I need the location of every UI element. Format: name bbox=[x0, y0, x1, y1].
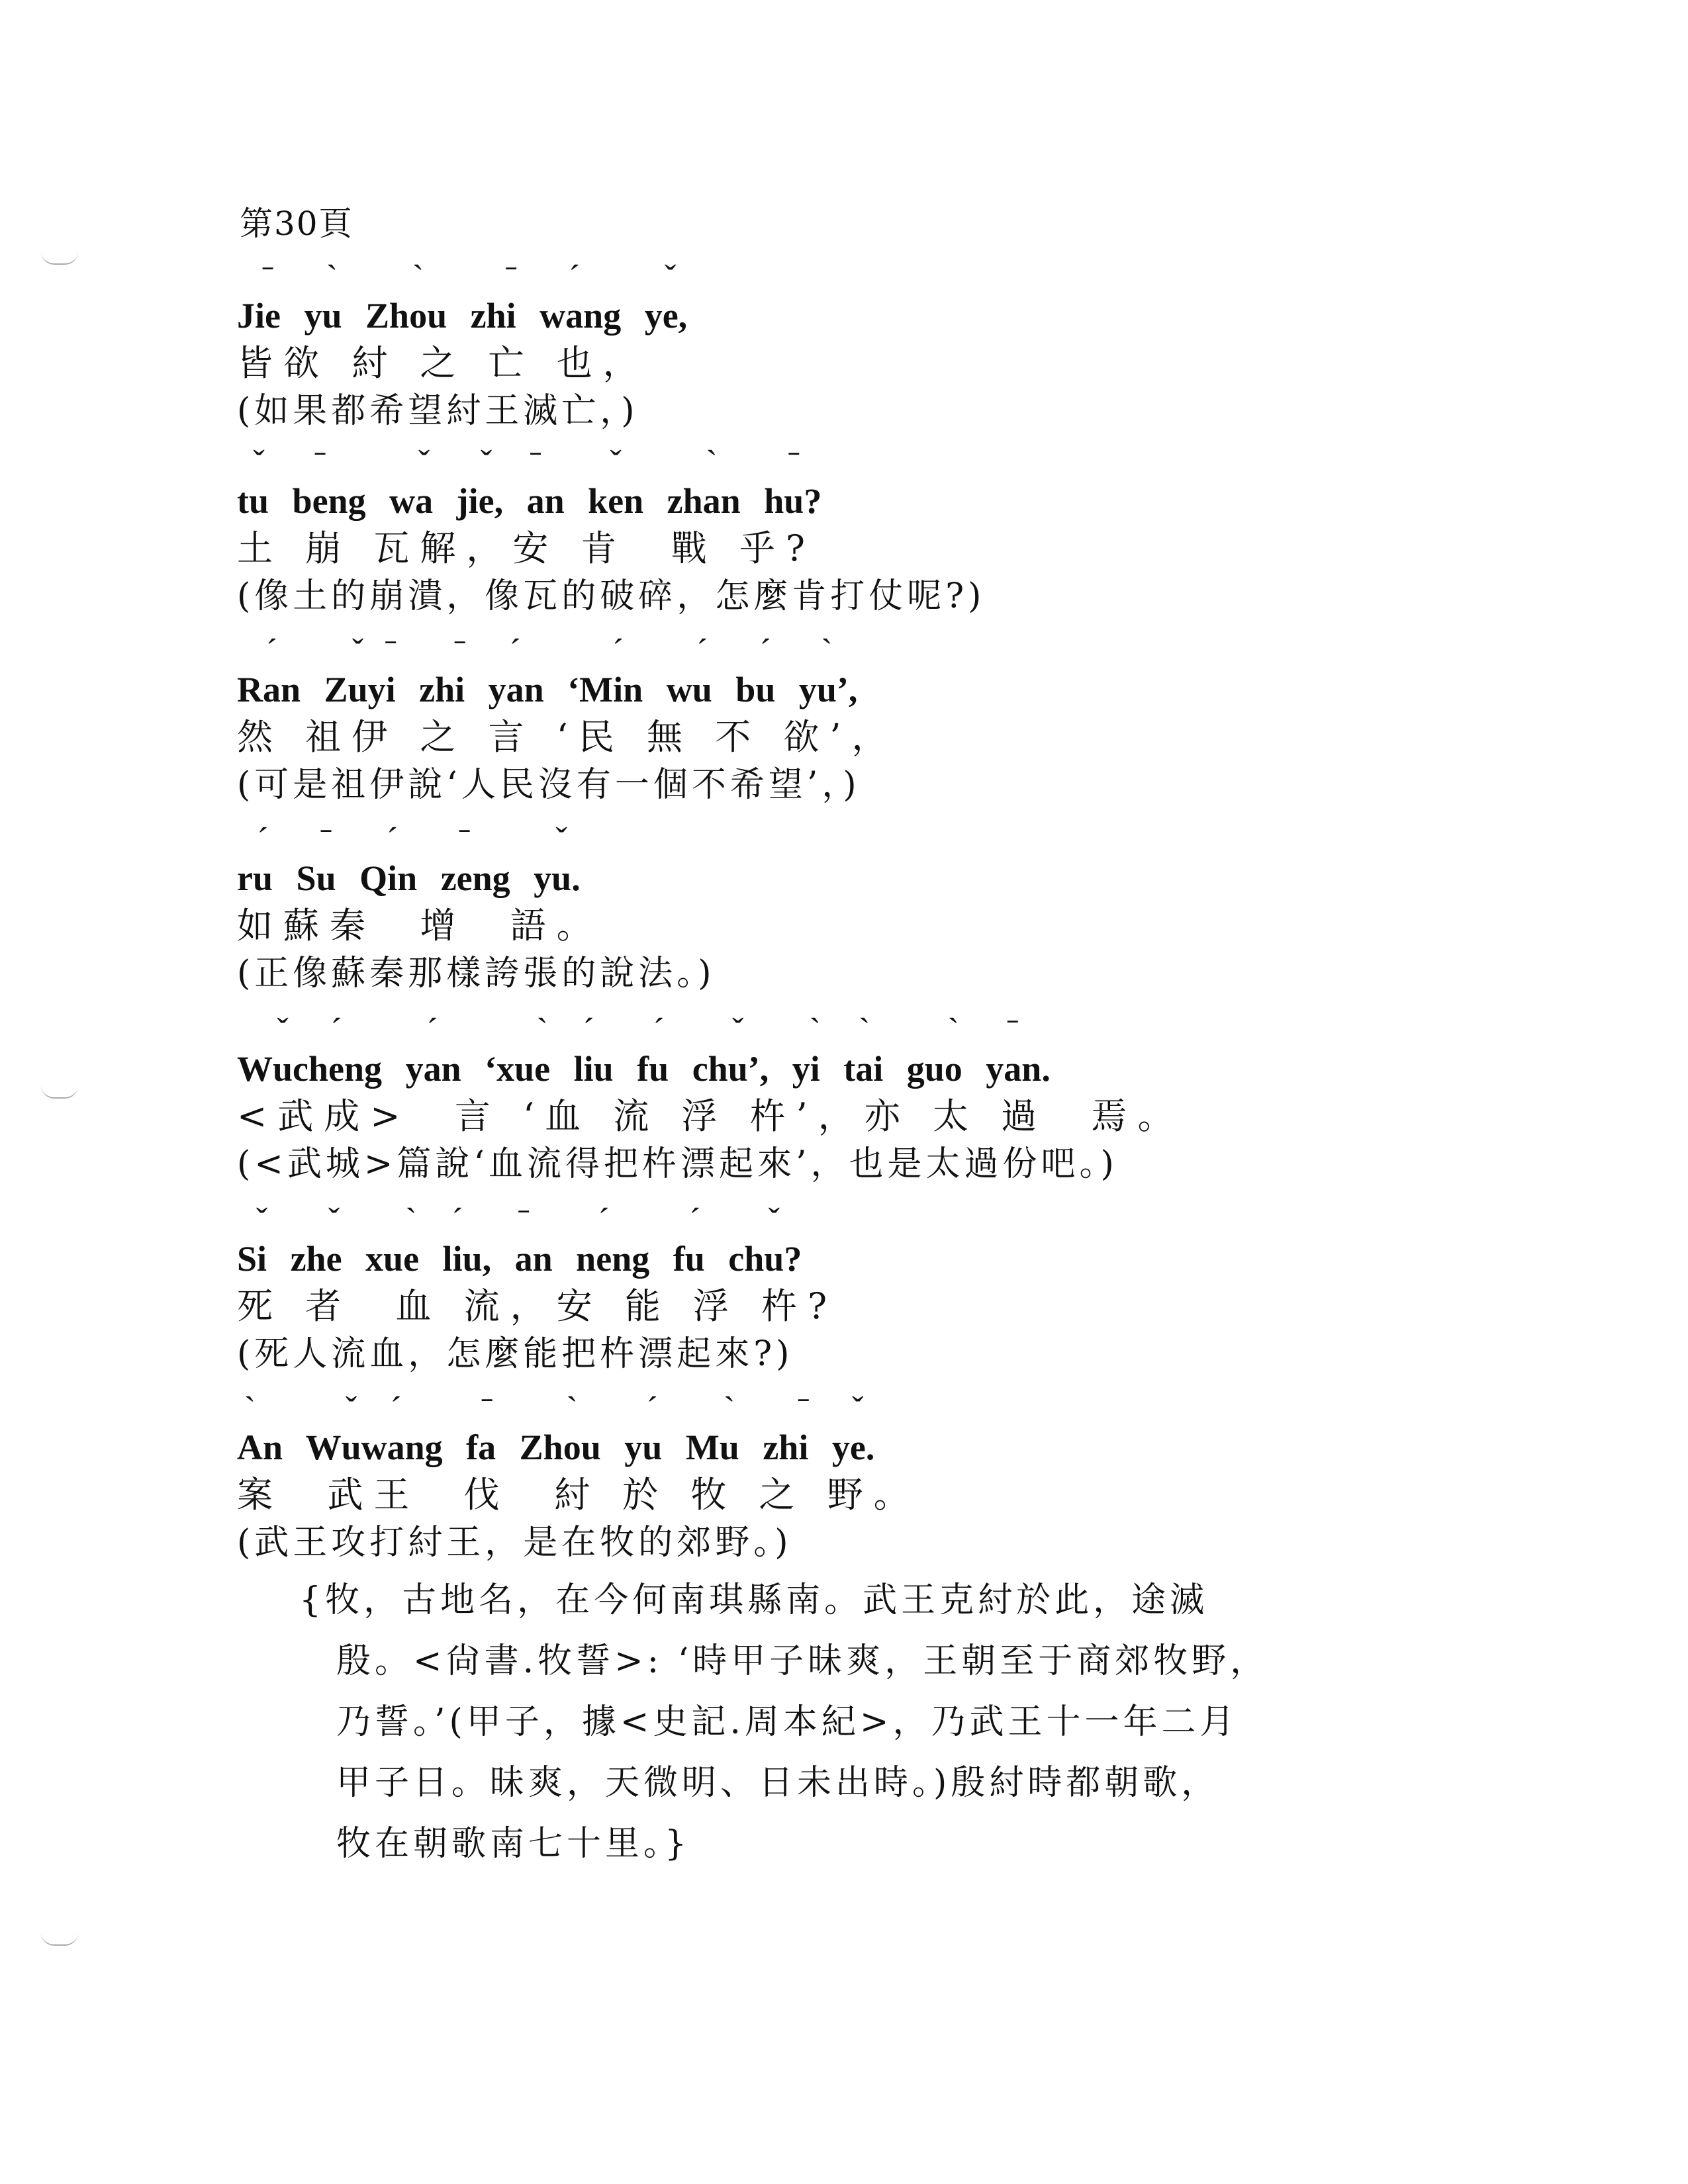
stanza-3 bbox=[237, 665, 898, 808]
pinyin-line: Wˇ uchˊ eng yˊ an ‘xuˋ e lˊ iu fˊ u chˇ u’, yˋ i tˋ ai guˋ o yˉ an. bbox=[237, 1044, 1184, 1093]
translation-line: (武王攻打紂王，是在牧的郊野。) bbox=[237, 1523, 792, 1563]
translation-line: (正像蘇秦那樣誇張的說法。) bbox=[237, 954, 716, 993]
punch-hole-mark bbox=[41, 1933, 78, 1946]
pinyin-line: Jˉ ie yˋ u Zhˋ ou zhˉ i wˊ ang yˇ e, bbox=[237, 291, 687, 340]
translation-line: (死人流血，怎麼能把杵漂起來?) bbox=[237, 1334, 794, 1374]
stanza-6 bbox=[237, 1234, 837, 1377]
translation-line: (可是祖伊說‘人民沒有一個不希望’，) bbox=[237, 765, 861, 805]
stanza-4 bbox=[237, 854, 716, 997]
stanza-1 bbox=[237, 291, 687, 434]
punch-hole-mark bbox=[41, 251, 78, 265]
note-line: 乃誓。’(甲子，據<史記.周本紀>，乃武王十一年二月 bbox=[336, 1702, 1239, 1742]
note-line: 牧在朝歌南七十里。} bbox=[336, 1824, 691, 1864]
hanzi-line: 如蘇秦 增 語。 bbox=[237, 905, 603, 946]
stanza-5 bbox=[237, 1044, 1184, 1187]
annotation-note bbox=[299, 1570, 1411, 1874]
translation-line: (<武城>篇說‘血流得把杵漂起來’，也是太過份吧。) bbox=[237, 1144, 1118, 1184]
stanza-7 bbox=[237, 1423, 920, 1566]
hanzi-line: <武成> 言 ‘血 流 浮 杵’，亦 太 過 焉。 bbox=[237, 1095, 1184, 1137]
pinyin-line: Rˊ an Zˇ uyˉ i zhˉ i yˊ an ‘Mˊ in wˊ u bˊ u yˋ u’, bbox=[237, 665, 898, 714]
translation-line: (像土的崩潰，像瓦的破碎，怎麼肯打仗呢?) bbox=[237, 576, 986, 616]
translation-line: (如果都希望紂王滅亡，) bbox=[237, 391, 639, 431]
note-line: {牧，古地名，在今何南琪縣南。武王克紂於此，途滅 bbox=[299, 1580, 1209, 1620]
pinyin-line: Sˇ i zhˇ e xuˋ e lˊ iu, ˉ an nˊ eng fˊ u chˇ u? bbox=[237, 1234, 837, 1283]
hanzi-line: 然 祖伊 之 言 ‘民 無 不 欲’， bbox=[237, 716, 898, 758]
pinyin-line: ˋ An Wˇ uwˊ ang fˉ a Zhˋ ou yˊ u Mˋ u zhˉ i yˇ e. bbox=[237, 1423, 920, 1472]
hanzi-line: 皆欲 紂 之 亡 也， bbox=[237, 342, 649, 384]
stanza-2 bbox=[237, 477, 985, 619]
hanzi-line: 土 崩 瓦解，安 肯 戰 乎? bbox=[237, 527, 816, 569]
note-line: 殷。<尙書.牧誓>: ‘時甲子昧爽，王朝至于商郊牧野， bbox=[336, 1641, 1269, 1681]
hanzi-line: 案 武王 伐 紂 於 牧 之 野。 bbox=[237, 1474, 920, 1516]
punch-hole-mark bbox=[41, 1085, 78, 1099]
pinyin-line: tˇ u bˉ eng wˇ a jiˇ e, ˉ an kˇ en zhˋ an hˉ u? bbox=[237, 477, 985, 525]
note-line: 甲子日。昧爽，天微明、日未出時。)殷紂時都朝歌， bbox=[336, 1763, 1220, 1803]
pinyin-line: rˊ u Sˉ u Qˊ in zˉ eng yˇ u. bbox=[237, 854, 716, 903]
hanzi-line: 死 者 血 流，安 能 浮 杵? bbox=[237, 1285, 838, 1327]
page-number-heading: 第30頁 bbox=[240, 205, 353, 243]
